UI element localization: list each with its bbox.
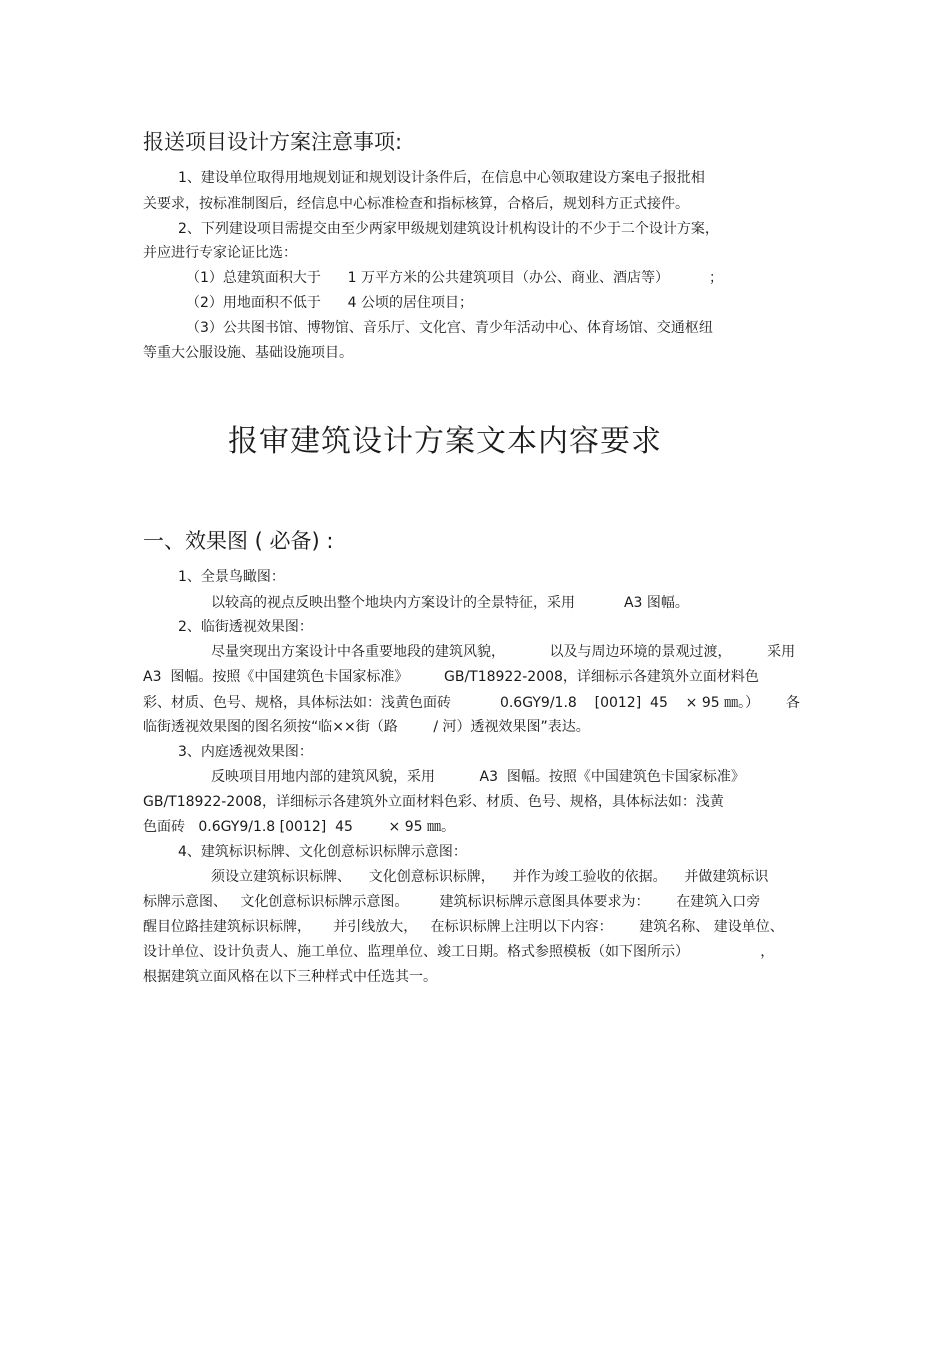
notice-line: （1）总建筑面积大于 1 万平方米的公共建筑项目（办公、商业、酒店等） ； — [186, 270, 724, 286]
notice-line: 1、建设单位取得用地规划证和规划设计条件后，在信息中心领取建设方案电子报批相 — [178, 170, 705, 186]
section-line: 4、建筑标识标牌、文化创意标识标牌示意图： — [178, 844, 467, 860]
section-line: 须设立建筑标识标牌、 文化创意标识标牌， 并作为竣工验收的依据。 并做建筑标识 — [211, 869, 769, 885]
notice-line: 等重大公服设施、基础设施项目。 — [143, 345, 353, 361]
section-line: A3 图幅。按照《中国建筑色卡国家标准》 GB/T18922-2008，详细标示各建筑外立面材料色 — [143, 669, 759, 685]
notice-title: 报送项目设计方案注意事项: — [143, 130, 403, 154]
notice-line: 关要求，按标准制图后，经信息中心标准检查和指标核算，合格后，规划科方正式接件。 — [143, 196, 689, 212]
section-heading: 一、效果图 ( 必备) : — [143, 529, 334, 553]
section-line: 1、全景鸟瞰图： — [178, 569, 285, 585]
section-line: 临街透视效果图的图名须按“临××街（路 / 河）透视效果图”表达。 — [143, 719, 590, 735]
notice-line: 并应进行专家论证比选： — [143, 245, 297, 261]
notice-line: （2）用地面积不低于 4 公顷的居住项目； — [186, 295, 473, 311]
section-line: GB/T18922-2008，详细标示各建筑外立面材料色彩、材质、色号、规格，具体标法如：浅黄 — [143, 794, 724, 810]
section-line: 标牌示意图、 文化创意标识标牌示意图。 建筑标识标牌示意图具体要求为： 在建筑入口旁 — [143, 894, 761, 910]
section-line: 彩、材质、色号、规格，具体标法如：浅黄色面砖 0.6GY9/1.8 [0012] 45 × 95 ㎜。） 各 — [143, 695, 800, 711]
section-line: 醒目位路挂建筑标识标牌， 并引线放大， 在标识标牌上注明以下内容： 建筑名称、 建设单位、 — [143, 919, 784, 935]
main-title: 报审建筑设计方案文本内容要求 — [228, 424, 662, 459]
section-line: 3、内庭透视效果图： — [178, 744, 313, 760]
notice-line: （3）公共图书馆、博物馆、音乐厅、文化宫、青少年活动中心、体育场馆、交通枢纽 — [186, 320, 713, 336]
section-line: 以较高的视点反映出整个地块内方案设计的全景特征，采用 A3 图幅。 — [211, 595, 689, 611]
section-line: 设计单位、设计负责人、施工单位、监理单位、竣工日期。格式参照模板（如下图所示） ， — [143, 944, 775, 960]
section-line: 色面砖 0.6GY9/1.8 [0012] 45 × 95 ㎜。 — [143, 819, 455, 835]
section-line: 根据建筑立面风格在以下三种样式中任选其一。 — [143, 969, 437, 985]
section-line: 尽量突现出方案设计中各重要地段的建筑风貌， 以及与周边环境的景观过渡， 采用 — [211, 644, 796, 660]
notice-line: 2、下列建设项目需提交由至少两家甲级规划建筑设计机构设计的不少于二个设计方案， — [178, 221, 719, 237]
section-line: 反映项目用地内部的建筑风貌，采用 A3 图幅。按照《中国建筑色卡国家标准》 — [211, 769, 745, 785]
section-line: 2、临街透视效果图： — [178, 619, 313, 635]
